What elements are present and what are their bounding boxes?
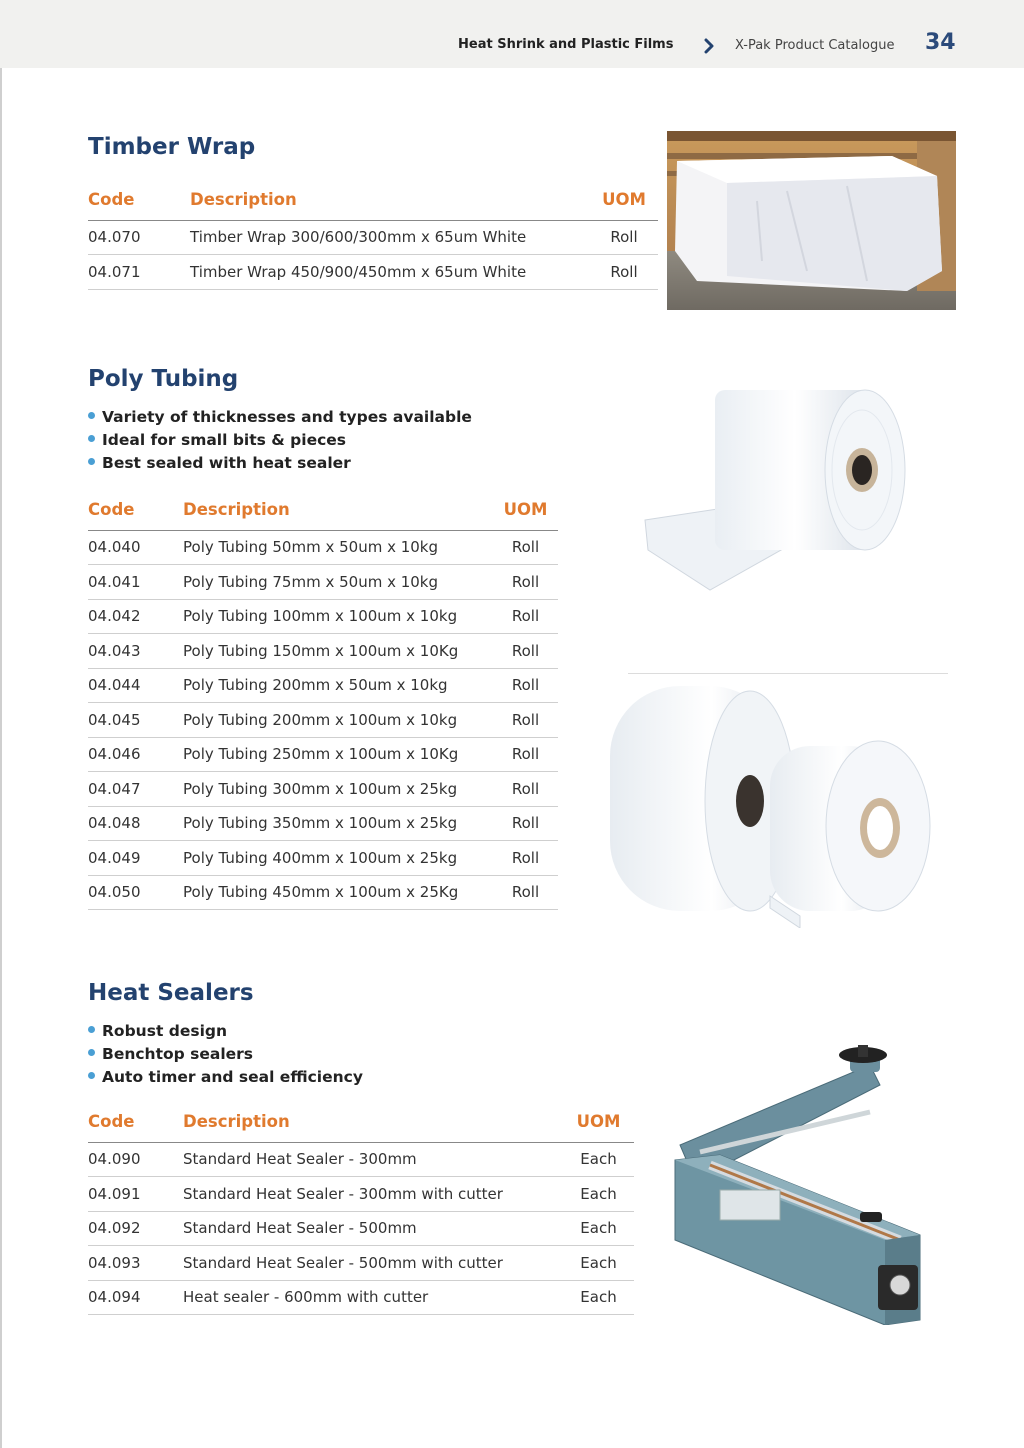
cell-uom: Roll	[590, 255, 658, 290]
table-row	[88, 806, 558, 841]
cell-code: 04.050	[88, 875, 183, 910]
column-header-uom: UOM	[493, 500, 558, 530]
cell-uom: Roll	[493, 565, 558, 600]
table-row	[88, 668, 558, 703]
feature-item: Best sealed with heat sealer	[88, 452, 472, 475]
cell-description: Timber Wrap 450/900/450mm x 65um White	[190, 255, 590, 290]
cell-description: Poly Tubing 100mm x 100um x 10kg	[183, 599, 493, 634]
heat-sealer-photo	[670, 1040, 932, 1325]
feature-item: Auto timer and seal efficiency	[88, 1066, 363, 1089]
table-header-row	[88, 190, 658, 220]
cell-uom: Roll	[493, 737, 558, 772]
poly-tubing-table	[88, 500, 558, 910]
table-row	[88, 703, 558, 738]
feature-item: Variety of thicknesses and types available	[88, 406, 472, 429]
poly-tubing-rolls-photo	[600, 676, 935, 928]
header-catalogue-name: X-Pak Product Catalogue	[735, 38, 895, 53]
cell-uom: Roll	[493, 772, 558, 807]
cell-uom: Roll	[493, 841, 558, 876]
cell-description: Standard Heat Sealer - 300mm	[183, 1142, 563, 1177]
cell-description: Timber Wrap 300/600/300mm x 65um White	[190, 220, 590, 255]
cell-code: 04.070	[88, 220, 190, 255]
cell-code: 04.041	[88, 565, 183, 600]
cell-code: 04.094	[88, 1280, 183, 1315]
table-row	[88, 220, 658, 255]
table-row	[88, 737, 558, 772]
column-header-description: Description	[183, 1112, 563, 1142]
cell-description: Poly Tubing 350mm x 100um x 25kg	[183, 806, 493, 841]
bullet-dot-icon	[88, 1072, 95, 1079]
cell-description: Poly Tubing 250mm x 100um x 10Kg	[183, 737, 493, 772]
bullet-dot-icon	[88, 1026, 95, 1033]
cell-description: Poly Tubing 200mm x 100um x 10kg	[183, 703, 493, 738]
table-row	[88, 1177, 634, 1212]
feature-item: Ideal for small bits & pieces	[88, 429, 472, 452]
table-row	[88, 634, 558, 669]
cell-uom: Roll	[493, 599, 558, 634]
cell-code: 04.090	[88, 1142, 183, 1177]
cell-code: 04.048	[88, 806, 183, 841]
table-row	[88, 530, 558, 565]
cell-code: 04.071	[88, 255, 190, 290]
table-header-row	[88, 1112, 634, 1142]
table-row	[88, 255, 658, 290]
cell-code: 04.091	[88, 1177, 183, 1212]
cell-description: Poly Tubing 450mm x 100um x 25Kg	[183, 875, 493, 910]
cell-description: Poly Tubing 150mm x 100um x 10Kg	[183, 634, 493, 669]
cell-code: 04.046	[88, 737, 183, 772]
cell-description: Standard Heat Sealer - 500mm with cutter	[183, 1246, 563, 1281]
header-section-title: Heat Shrink and Plastic Films	[458, 37, 674, 52]
table-row	[88, 599, 558, 634]
cell-description: Standard Heat Sealer - 500mm	[183, 1211, 563, 1246]
cell-description: Poly Tubing 75mm x 50um x 10kg	[183, 565, 493, 600]
cell-code: 04.092	[88, 1211, 183, 1246]
cell-uom: Roll	[493, 668, 558, 703]
bullet-dot-icon	[88, 435, 95, 442]
cell-code: 04.047	[88, 772, 183, 807]
section-title-timber-wrap: Timber Wrap	[88, 134, 256, 160]
chevron-right-icon	[703, 38, 715, 54]
cell-uom: Roll	[493, 530, 558, 565]
section-title-heat-sealers: Heat Sealers	[88, 980, 254, 1006]
cell-description: Poly Tubing 200mm x 50um x 10kg	[183, 668, 493, 703]
cell-uom: Roll	[493, 806, 558, 841]
image-divider	[628, 673, 948, 674]
table-row	[88, 1246, 634, 1281]
feature-item: Robust design	[88, 1020, 363, 1043]
cell-code: 04.049	[88, 841, 183, 876]
page-header	[0, 0, 1024, 68]
cell-description: Standard Heat Sealer - 300mm with cutter	[183, 1177, 563, 1212]
timber-wrap-photo	[667, 131, 956, 310]
column-header-uom: UOM	[563, 1112, 634, 1142]
bullet-dot-icon	[88, 458, 95, 465]
poly-tubing-roll-photo	[640, 380, 910, 595]
cell-description: Poly Tubing 300mm x 100um x 25kg	[183, 772, 493, 807]
table-row	[88, 565, 558, 600]
feature-item: Benchtop sealers	[88, 1043, 363, 1066]
heat-sealers-features	[88, 1020, 363, 1089]
table-row	[88, 1280, 634, 1315]
page-number: 34	[925, 30, 956, 55]
cell-description: Poly Tubing 400mm x 100um x 25kg	[183, 841, 493, 876]
table-header-row	[88, 500, 558, 530]
column-header-uom: UOM	[590, 190, 658, 220]
heat-sealers-table	[88, 1112, 634, 1315]
cell-uom: Each	[563, 1177, 634, 1212]
cell-code: 04.045	[88, 703, 183, 738]
timber-wrap-table	[88, 190, 658, 290]
cell-code: 04.042	[88, 599, 183, 634]
cell-description: Heat sealer - 600mm with cutter	[183, 1280, 563, 1315]
cell-uom: Each	[563, 1211, 634, 1246]
section-title-poly-tubing: Poly Tubing	[88, 366, 239, 392]
cell-uom: Roll	[493, 634, 558, 669]
column-header-description: Description	[183, 500, 493, 530]
bullet-dot-icon	[88, 1049, 95, 1056]
table-row	[88, 841, 558, 876]
page-edge	[0, 68, 2, 1448]
cell-uom: Each	[563, 1280, 634, 1315]
cell-code: 04.093	[88, 1246, 183, 1281]
column-header-code: Code	[88, 1112, 183, 1142]
cell-uom: Each	[563, 1142, 634, 1177]
cell-uom: Roll	[493, 875, 558, 910]
column-header-code: Code	[88, 500, 183, 530]
cell-code: 04.040	[88, 530, 183, 565]
table-row	[88, 1142, 634, 1177]
cell-code: 04.043	[88, 634, 183, 669]
table-row	[88, 772, 558, 807]
column-header-description: Description	[190, 190, 590, 220]
bullet-dot-icon	[88, 412, 95, 419]
cell-code: 04.044	[88, 668, 183, 703]
cell-uom: Roll	[590, 220, 658, 255]
column-header-code: Code	[88, 190, 190, 220]
cell-description: Poly Tubing 50mm x 50um x 10kg	[183, 530, 493, 565]
table-row	[88, 875, 558, 910]
cell-uom: Each	[563, 1246, 634, 1281]
table-row	[88, 1211, 634, 1246]
poly-tubing-features	[88, 406, 472, 475]
cell-uom: Roll	[493, 703, 558, 738]
